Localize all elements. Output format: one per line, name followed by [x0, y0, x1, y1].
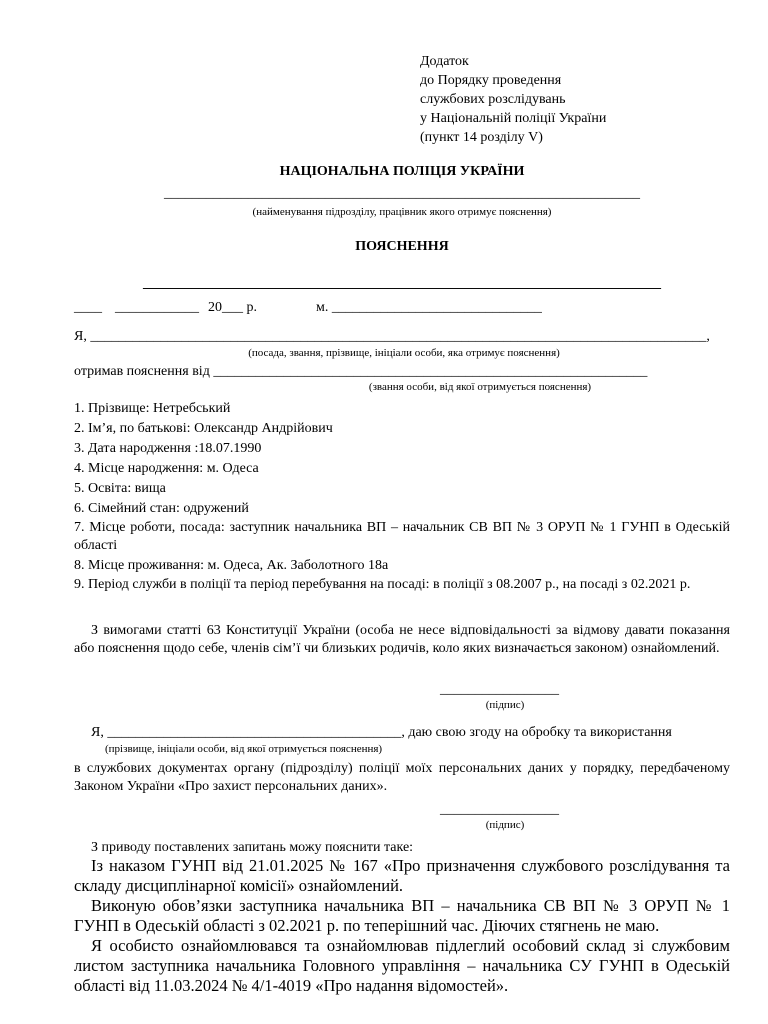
appendix-line: службових розслідувань [420, 92, 566, 107]
appendix-line: Додаток [420, 54, 469, 69]
appendix-line: у Національній поліції України [420, 111, 607, 126]
info-birthplace: 4. Місце народження: м. Одеса [74, 461, 259, 476]
date-day: ____ [74, 300, 102, 315]
explanation-paragraph: Із наказом ГУНП від 21.01.2025 № 167 «Про призначення службового розслідування та складу дисциплінарної комісії» ознайомлений. [74, 856, 730, 895]
info-marital: 6. Сімейний стан: одружений [74, 501, 249, 516]
signature1-caption: (підпис) [485, 699, 525, 711]
appendix-line: до Порядку проведення [420, 73, 562, 88]
consent-prefix: Я, [91, 725, 104, 740]
org-title: НАЦІОНАЛЬНА ПОЛІЦІЯ УКРАЇНИ [279, 164, 525, 179]
info-service-period: 9. Період служби в поліції та період перебування на посаді: в поліції з 08.2007 р., на посаді з 02.2021 р. [74, 577, 691, 592]
info-name: 2. Ім’я, по батькові: Олександр Андрійович [74, 421, 333, 436]
received-from-row [74, 362, 647, 381]
consent-suffix: , даю свою згоду на обробку та використання [401, 725, 672, 740]
explanation-intro: З приводу поставлених запитань можу пояснити таке: [91, 840, 414, 855]
org-line: ____________________________________________________________________ [164, 186, 640, 201]
consent-row [91, 723, 672, 742]
signature2-line: _________________ [440, 802, 559, 817]
place-line: ______________________________ [331, 300, 542, 315]
consent-line: __________________________________________ [107, 725, 402, 740]
consent-caption: (прізвище, ініціали особи, від якої отримується пояснення) [105, 743, 383, 755]
explanation-paragraph: Я особисто ознайомлювався та ознайомлював підлеглий особовий склад зі службовим листом заступника начальника Головного управління – начальника СУ ГУНП в Одеській області від 11.03.2024 № 4/1-4019 «Про надання відомостей». [74, 936, 730, 995]
info-surname: 1. Прізвище: Нетребський [74, 401, 231, 416]
org-caption: (найменування підрозділу, працівник якого отримує пояснення) [252, 206, 552, 218]
long-line: __________________________________________________________________________ [143, 276, 661, 291]
receiver-line: ________________________________________________________________________________________, [90, 329, 710, 344]
appendix-block [420, 52, 740, 147]
personal-info-list [74, 399, 730, 594]
constitution-notice: З вимогами статті 63 Конституції України (особа не несе відповідальності за відмову давати показання або пояснення щодо себе, членів сім’ї чи близьких родичів, коло яких визначається законом) ознайомлений. [74, 623, 730, 656]
received-from-caption: (звання особи, від якої отримується пояснення) [368, 381, 592, 393]
date-year: 20___ р. [208, 300, 257, 315]
signature2-caption: (підпис) [485, 819, 525, 831]
place-prefix: м. [316, 300, 329, 315]
consent-text: в службових документах органу (підрозділу) поліції моїх персональних даних у порядку, передбаченому Законом України «Про захист персональних даних». [74, 761, 730, 794]
info-birthdate: 3. Дата народження :18.07.1990 [74, 441, 262, 456]
info-workplace: 7. Місце роботи, посада: заступник начальника ВП – начальник СВ ВП № 3 ОРУП № 1 ГУНП в Одеській області [74, 520, 730, 553]
receiver-row [74, 327, 710, 346]
doc-title: ПОЯСНЕННЯ [355, 239, 449, 254]
explanation-paragraph: Виконую обов’язки заступника начальника ВП – начальника СВ ВП № 3 ОРУП № 1 ГУНП в Одеській області з 02.2021 р. по теперішний час. Діючих стягнень не маю. [74, 896, 730, 935]
received-from-line: ______________________________________________________________ [213, 364, 648, 379]
appendix-line: (пункт 14 розділу V) [420, 130, 543, 145]
info-residence: 8. Місце проживання: м. Одеса, Ак. Заболотного 18а [74, 558, 389, 573]
receiver-caption: (посада, звання, прізвище, ініціали особи, яка отримує пояснення) [248, 347, 560, 359]
receiver-prefix: Я, [74, 329, 87, 344]
received-from-prefix: отримав пояснення від [74, 364, 210, 379]
date-row [74, 298, 542, 317]
date-month: ____________ [115, 300, 199, 315]
info-education: 5. Освіта: вища [74, 481, 166, 496]
explanation-body [74, 856, 730, 996]
signature1-line: _________________ [440, 682, 559, 697]
